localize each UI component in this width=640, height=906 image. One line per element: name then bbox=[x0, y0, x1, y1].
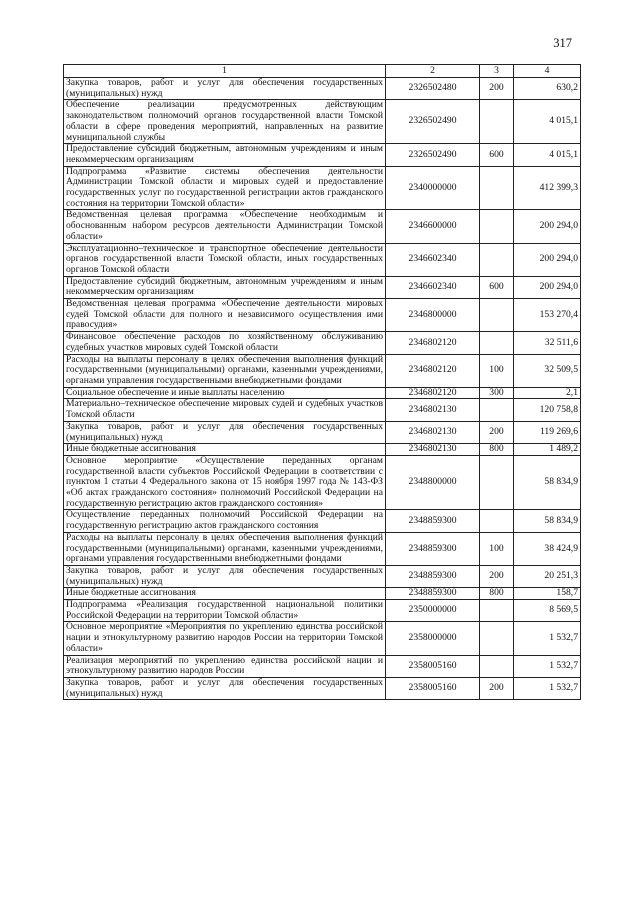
row-name-cell: Осуществление переданных полномочий Российской Федерации на государственную регистрацию актов гражданского состояния bbox=[64, 510, 386, 532]
row-name-cell: Закупка товаров, работ и услуг для обеспечения государственных (муниципальных) нужд bbox=[64, 677, 386, 699]
row-expense-type-cell: 300 bbox=[480, 387, 514, 399]
row-name-cell: Иные бюджетные ассигнования bbox=[64, 588, 386, 600]
row-amount-cell: 200 294,0 bbox=[514, 243, 581, 276]
table-row bbox=[64, 677, 581, 699]
row-expense-type-cell bbox=[480, 243, 514, 276]
row-code-cell: 2348859300 bbox=[386, 532, 480, 565]
header-col-expense-type: 3 bbox=[480, 65, 514, 78]
row-amount-cell: 20 251,3 bbox=[514, 565, 581, 587]
row-expense-type-cell bbox=[480, 332, 514, 354]
page-number: 317 bbox=[553, 36, 572, 50]
budget-table bbox=[63, 64, 581, 700]
row-expense-type-cell bbox=[480, 100, 514, 144]
row-code-cell: 2358000000 bbox=[386, 622, 480, 655]
row-name-cell: Обеспечение реализации предусмотренных действующим законодательством полномочий органов государственной власти Томской области в сфере проведения мероприятий, направленных на развитие муниципальной службы bbox=[64, 100, 386, 144]
table-row bbox=[64, 354, 581, 387]
row-amount-cell: 1 532,7 bbox=[514, 655, 581, 677]
row-code-cell: 2346802130 bbox=[386, 399, 480, 421]
row-name-cell: Закупка товаров, работ и услуг для обеспечения государственных (муниципальных) нужд bbox=[64, 78, 386, 100]
table-row bbox=[64, 622, 581, 655]
row-amount-cell: 32 511,6 bbox=[514, 332, 581, 354]
row-amount-cell: 119 269,6 bbox=[514, 421, 581, 443]
header-col-amount: 4 bbox=[514, 65, 581, 78]
row-amount-cell: 158,7 bbox=[514, 588, 581, 600]
row-name-cell: Предоставление субсидий бюджетным, автономным учреждениям и иным некоммерческим организациям bbox=[64, 276, 386, 298]
row-expense-type-cell bbox=[480, 455, 514, 510]
table-row bbox=[64, 210, 581, 243]
row-amount-cell: 8 569,5 bbox=[514, 600, 581, 622]
row-amount-cell: 1 489,2 bbox=[514, 444, 581, 456]
row-name-cell: Эксплуатационно–техническое и транспортное обеспечение деятельности органов государственной власти Томской области, иных государственных органов Томской области bbox=[64, 243, 386, 276]
table-row bbox=[64, 532, 581, 565]
table-row bbox=[64, 510, 581, 532]
header-col-name: 1 bbox=[64, 65, 386, 78]
row-code-cell: 2358005160 bbox=[386, 677, 480, 699]
table-row bbox=[64, 455, 581, 510]
row-code-cell: 2346802120 bbox=[386, 354, 480, 387]
row-name-cell: Социальное обеспечение и иные выплаты населению bbox=[64, 387, 386, 399]
row-code-cell: 2346802130 bbox=[386, 444, 480, 456]
row-expense-type-cell bbox=[480, 510, 514, 532]
row-code-cell: 2326502490 bbox=[386, 100, 480, 144]
row-code-cell: 2346802130 bbox=[386, 421, 480, 443]
row-amount-cell: 200 294,0 bbox=[514, 276, 581, 298]
row-expense-type-cell: 800 bbox=[480, 444, 514, 456]
table-row bbox=[64, 421, 581, 443]
row-name-cell: Подпрограмма «Развитие системы обеспечения деятельности Администрации Томской области и мировых судей и предоставление государственных услуг по государственной регистрации актов гражданского состояния на территории Томской области» bbox=[64, 166, 386, 210]
row-expense-type-cell: 200 bbox=[480, 78, 514, 100]
row-code-cell: 2326502480 bbox=[386, 78, 480, 100]
row-expense-type-cell bbox=[480, 166, 514, 210]
table-row bbox=[64, 565, 581, 587]
table-row bbox=[64, 243, 581, 276]
row-name-cell: Закупка товаров, работ и услуг для обеспечения государственных (муниципальных) нужд bbox=[64, 421, 386, 443]
row-code-cell: 2358005160 bbox=[386, 655, 480, 677]
table-row bbox=[64, 588, 581, 600]
row-amount-cell: 412 399,3 bbox=[514, 166, 581, 210]
row-code-cell: 2348859300 bbox=[386, 510, 480, 532]
row-amount-cell: 1 532,7 bbox=[514, 622, 581, 655]
table-row bbox=[64, 399, 581, 421]
row-amount-cell: 630,2 bbox=[514, 78, 581, 100]
row-name-cell: Расходы на выплаты персоналу в целях обеспечения выполнения функций государственными (муниципальными) органами, казенными учреждениями, органами управления государственными внебюджетными фондами bbox=[64, 532, 386, 565]
row-amount-cell: 1 532,7 bbox=[514, 677, 581, 699]
table-row bbox=[64, 387, 581, 399]
row-code-cell: 2348859300 bbox=[386, 565, 480, 587]
row-name-cell: Иные бюджетные ассигнования bbox=[64, 444, 386, 456]
row-name-cell: Ведомственная целевая программа «Обеспечение необходимым и обоснованным набором ресурсов деятельности Администрации Томской области» bbox=[64, 210, 386, 243]
table-row bbox=[64, 166, 581, 210]
row-expense-type-cell: 600 bbox=[480, 144, 514, 166]
row-amount-cell: 153 270,4 bbox=[514, 299, 581, 332]
row-code-cell: 2346602340 bbox=[386, 243, 480, 276]
row-amount-cell: 4 015,1 bbox=[514, 144, 581, 166]
row-expense-type-cell bbox=[480, 622, 514, 655]
table-row bbox=[64, 144, 581, 166]
row-name-cell: Основное мероприятие «Мероприятия по укреплению единства российской нации и этнокультурному развитию народов России на территории Томской области» bbox=[64, 622, 386, 655]
row-code-cell: 2350000000 bbox=[386, 600, 480, 622]
row-expense-type-cell: 100 bbox=[480, 354, 514, 387]
row-name-cell: Подпрограмма «Реализация государственной национальной политики Российской Федерации на территории Томской области» bbox=[64, 600, 386, 622]
row-code-cell: 2340000000 bbox=[386, 166, 480, 210]
row-code-cell: 2346600000 bbox=[386, 210, 480, 243]
row-expense-type-cell bbox=[480, 399, 514, 421]
table-row bbox=[64, 299, 581, 332]
table-row bbox=[64, 100, 581, 144]
row-amount-cell: 58 834,9 bbox=[514, 510, 581, 532]
row-amount-cell: 58 834,9 bbox=[514, 455, 581, 510]
table-row bbox=[64, 276, 581, 298]
table-row bbox=[64, 600, 581, 622]
row-amount-cell: 120 758,8 bbox=[514, 399, 581, 421]
row-name-cell: Финансовое обеспечение расходов по хозяйственному обслуживанию судебных участков мировых судей Томской области bbox=[64, 332, 386, 354]
row-code-cell: 2348800000 bbox=[386, 455, 480, 510]
row-amount-cell: 4 015,1 bbox=[514, 100, 581, 144]
row-expense-type-cell: 800 bbox=[480, 588, 514, 600]
row-name-cell: Основное мероприятие «Осуществление переданных органам государственной власти субъектов Российской Федерации в соответствии с пунктом 1 статьи 4 Федерального закона от 15 ноября 1997 года № 143-ФЗ «Об актах гражданского состояния» полномочий Российской Федерации на государственную регистрацию актов гражданского состояния» bbox=[64, 455, 386, 510]
row-name-cell: Предоставление субсидий бюджетным, автономным учреждениям и иным некоммерческим организациям bbox=[64, 144, 386, 166]
row-expense-type-cell bbox=[480, 655, 514, 677]
row-code-cell: 2346602340 bbox=[386, 276, 480, 298]
row-expense-type-cell bbox=[480, 600, 514, 622]
row-expense-type-cell: 600 bbox=[480, 276, 514, 298]
table-row bbox=[64, 655, 581, 677]
row-amount-cell: 38 424,9 bbox=[514, 532, 581, 565]
table-row bbox=[64, 444, 581, 456]
row-code-cell: 2346802120 bbox=[386, 332, 480, 354]
row-expense-type-cell: 200 bbox=[480, 421, 514, 443]
row-name-cell: Реализация мероприятий по укреплению единства российской нации и этнокультурному развитию народов России bbox=[64, 655, 386, 677]
row-expense-type-cell: 200 bbox=[480, 565, 514, 587]
row-amount-cell: 32 509,5 bbox=[514, 354, 581, 387]
header-col-code: 2 bbox=[386, 65, 480, 78]
row-name-cell: Ведомственная целевая программа «Обеспечение деятельности мировых судей Томской области для полного и независимого осуществления ими правосудия» bbox=[64, 299, 386, 332]
table-row bbox=[64, 78, 581, 100]
row-name-cell: Закупка товаров, работ и услуг для обеспечения государственных (муниципальных) нужд bbox=[64, 565, 386, 587]
row-name-cell: Материально–техническое обеспечение мировых судей и судебных участков Томской области bbox=[64, 399, 386, 421]
row-amount-cell: 200 294,0 bbox=[514, 210, 581, 243]
row-expense-type-cell bbox=[480, 299, 514, 332]
row-code-cell: 2346800000 bbox=[386, 299, 480, 332]
row-expense-type-cell bbox=[480, 210, 514, 243]
row-code-cell: 2326502490 bbox=[386, 144, 480, 166]
table-row bbox=[64, 332, 581, 354]
row-name-cell: Расходы на выплаты персоналу в целях обеспечения выполнения функций государственными (муниципальными) органами, казенными учреждениями, органами управления государственными внебюджетными фондами bbox=[64, 354, 386, 387]
row-code-cell: 2348859300 bbox=[386, 588, 480, 600]
row-expense-type-cell: 100 bbox=[480, 532, 514, 565]
table-header-row bbox=[64, 65, 581, 78]
row-amount-cell: 2,1 bbox=[514, 387, 581, 399]
row-expense-type-cell: 200 bbox=[480, 677, 514, 699]
row-code-cell: 2346802120 bbox=[386, 387, 480, 399]
